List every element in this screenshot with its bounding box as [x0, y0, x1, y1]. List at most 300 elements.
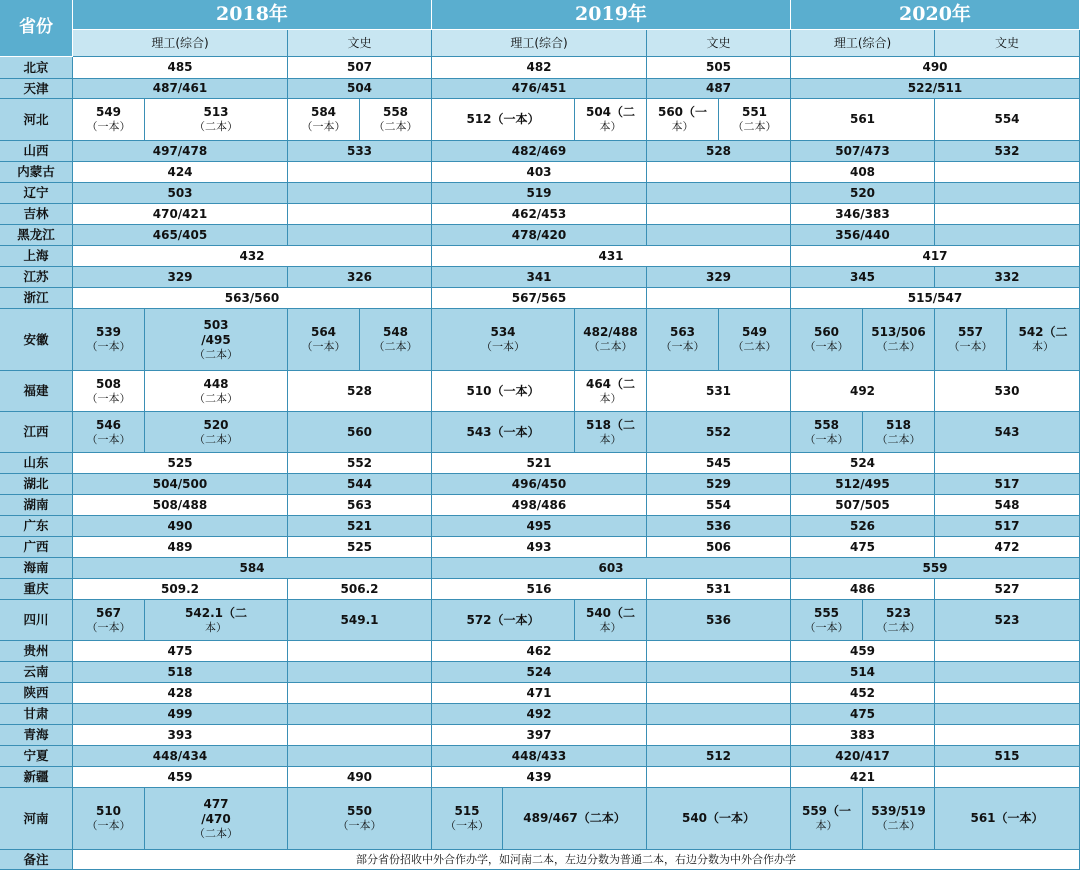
cell-text: （一本）: [301, 120, 346, 134]
province-cell: [0, 474, 73, 495]
score-cell: [791, 412, 863, 453]
score-cell: [647, 99, 719, 141]
score-cell: [73, 683, 288, 704]
score-cell: [647, 788, 791, 850]
cell-text: 内蒙古: [17, 164, 55, 180]
score-cell: [935, 141, 1080, 162]
cell-text: 湖南: [23, 497, 49, 513]
cell-text: 524: [526, 664, 552, 679]
cell-text: 432: [239, 248, 265, 263]
cell-text: 515: [454, 804, 480, 819]
cell-text: 542（二: [1018, 325, 1068, 340]
cell-text: 564: [310, 325, 337, 340]
cell-text: （一本）: [804, 340, 849, 354]
cell-text: 476/451: [511, 81, 567, 95]
score-cell: [647, 537, 791, 558]
cell-text: 520: [849, 185, 876, 200]
cell-text: 510（一本）: [466, 383, 540, 398]
score-cell: [288, 204, 432, 225]
score-cell: [73, 183, 288, 204]
score-cell: [288, 309, 360, 371]
cell-text: 329: [167, 269, 193, 284]
cell-text: 477: [203, 796, 229, 811]
province-cell: [0, 162, 73, 183]
cell-text: （一本）: [86, 620, 131, 634]
cell-text: （二本）: [194, 826, 238, 840]
score-cell: [73, 79, 288, 99]
score-cell: [791, 495, 935, 516]
cell-text: 329: [705, 269, 732, 284]
province-cell: [0, 141, 73, 162]
cell-text: （二本）: [194, 432, 238, 446]
score-cell: [647, 579, 791, 600]
score-cell: [935, 309, 1007, 371]
cell-text: 506.2: [340, 581, 379, 596]
cell-text: 555: [813, 605, 840, 620]
score-cell: [432, 267, 647, 288]
cell-text: 513: [203, 105, 229, 120]
year-label: 2020年: [899, 2, 971, 25]
cell-text: 本）: [815, 819, 838, 833]
score-cell: [935, 600, 1080, 641]
cell-text: 503: [167, 185, 193, 200]
cell-text: 531: [705, 383, 732, 398]
cell-text: 496/450: [511, 476, 567, 491]
cell-text: 重庆: [23, 581, 49, 597]
score-cell: [432, 662, 647, 683]
cell-text: 513/506: [871, 325, 926, 340]
cell-text: 本）: [599, 620, 622, 634]
score-cell: [647, 204, 791, 225]
score-cell: [503, 788, 647, 850]
score-cell: [935, 183, 1080, 204]
score-cell: [935, 162, 1080, 183]
cell-text: （二本）: [876, 819, 921, 833]
cell-text: 459: [849, 643, 876, 658]
cell-text: 332: [994, 269, 1020, 284]
cell-text: 文史: [994, 35, 1019, 50]
score-cell: [935, 767, 1080, 788]
cell-text: 326: [346, 269, 373, 284]
cell-text: 518: [885, 417, 912, 432]
province-cell: [0, 746, 73, 767]
cell-text: 464（二: [585, 376, 636, 391]
score-cell: [432, 600, 575, 641]
cell-text: 上海: [23, 248, 49, 264]
cell-text: 431: [598, 248, 624, 263]
cell-text: 陕西: [23, 685, 49, 701]
province-header: [0, 0, 73, 57]
score-cell: [647, 641, 791, 662]
cell-text: 561（一本）: [970, 811, 1044, 825]
score-cell: [791, 225, 935, 246]
score-cell: [719, 99, 791, 141]
cell-text: 487/461: [152, 81, 208, 95]
cell-text: （二本）: [373, 120, 418, 134]
column-subheader: [73, 30, 288, 57]
province-cell: [0, 267, 73, 288]
cell-text: 482: [526, 60, 552, 74]
cell-text: （一本）: [86, 819, 131, 833]
score-cell: [73, 204, 288, 225]
score-cell: [935, 412, 1080, 453]
score-cell: [288, 641, 432, 662]
cell-text: 559（一: [801, 804, 852, 819]
score-cell: [863, 412, 935, 453]
score-cell: [791, 79, 1080, 99]
score-cell: [288, 183, 432, 204]
cell-text: 517: [994, 476, 1020, 491]
cell-text: 525: [346, 539, 373, 554]
score-cell: [432, 746, 647, 767]
score-cell: [935, 371, 1080, 412]
cell-text: 505: [705, 60, 732, 74]
score-cell: [647, 412, 791, 453]
cell-text: 广西: [23, 539, 49, 555]
cell-text: 554: [705, 497, 732, 512]
cell-text: 本）: [599, 432, 622, 446]
score-cell: [432, 141, 647, 162]
score-cell: [647, 704, 791, 725]
cell-text: 560: [346, 424, 373, 439]
cell-text: （二本）: [194, 391, 238, 405]
cell-text: 529: [705, 476, 732, 491]
score-cell: [863, 309, 935, 371]
score-cell: [791, 99, 935, 141]
cell-text: 江西: [23, 424, 49, 440]
score-cell: [647, 746, 791, 767]
cell-text: 504/500: [152, 476, 208, 491]
score-cell: [647, 225, 791, 246]
cell-text: 397: [526, 727, 552, 742]
score-cell: [73, 641, 288, 662]
score-cell: [73, 141, 288, 162]
cell-text: 531: [705, 581, 732, 596]
score-cell: [288, 683, 432, 704]
score-cell: [935, 704, 1080, 725]
cell-text: 514: [849, 664, 876, 679]
cell-text: 417: [922, 248, 948, 263]
score-cell: [432, 537, 647, 558]
score-cell: [432, 474, 647, 495]
score-cell: [288, 371, 432, 412]
cell-text: （一本）: [86, 391, 131, 405]
cell-text: 567/565: [511, 290, 567, 305]
score-cell: [791, 267, 935, 288]
cell-text: （二本）: [732, 120, 777, 134]
province-cell: [0, 600, 73, 641]
score-cell: [145, 412, 288, 453]
cell-text: 543（一本）: [466, 424, 540, 439]
province-cell: [0, 579, 73, 600]
province-cell: [0, 79, 73, 99]
score-cell: [73, 516, 288, 537]
cell-text: 517: [994, 518, 1020, 533]
column-subheader: [791, 30, 935, 57]
column-subheader: [288, 30, 432, 57]
score-cell: [73, 579, 288, 600]
cell-text: 516: [526, 581, 552, 596]
cell-text: 341: [526, 269, 552, 284]
score-cell: [432, 704, 647, 725]
cell-text: 539/519: [871, 804, 926, 819]
cell-text: 475: [167, 643, 193, 658]
score-cell: [360, 309, 432, 371]
cell-text: 603: [598, 560, 624, 575]
column-subheader: [647, 30, 791, 57]
score-cell: [791, 183, 935, 204]
cell-text: 356/440: [835, 227, 890, 242]
cell-text: 485: [167, 60, 193, 74]
score-cell: [145, 99, 288, 141]
cell-text: 448/433: [511, 748, 567, 763]
score-cell: [288, 141, 432, 162]
province-cell: [0, 309, 73, 371]
cell-text: 526: [849, 518, 876, 533]
province-cell: [0, 537, 73, 558]
score-cell: [432, 579, 647, 600]
footer-label: [0, 850, 73, 870]
cell-text: 532: [994, 143, 1020, 158]
score-cell: [647, 683, 791, 704]
score-cell: [73, 495, 288, 516]
province-cell: [0, 683, 73, 704]
score-cell: [791, 141, 935, 162]
cell-text: 518（二: [585, 417, 636, 432]
score-cell: [432, 246, 791, 267]
cell-text: 文史: [706, 35, 731, 50]
cell-text: 560（一: [657, 105, 708, 120]
score-cell: [73, 57, 288, 79]
score-cell: [791, 662, 935, 683]
cell-text: 515: [994, 748, 1020, 763]
score-cell: [647, 495, 791, 516]
score-cell: [73, 558, 432, 579]
cell-text: 536: [705, 518, 732, 533]
cell-text: （二本）: [194, 347, 238, 361]
cell-text: 560: [813, 325, 840, 340]
score-cell: [73, 537, 288, 558]
cell-text: 465/405: [152, 227, 208, 242]
cell-text: 472: [994, 539, 1020, 554]
score-cell: [647, 309, 719, 371]
cell-text: 554: [994, 112, 1020, 126]
cell-text: 490: [922, 60, 948, 74]
cell-text: 新疆: [23, 769, 49, 785]
score-cell: [288, 79, 432, 99]
cell-text: 509.2: [161, 581, 199, 596]
province-cell: [0, 183, 73, 204]
cell-text: 523: [885, 605, 912, 620]
score-cell: [935, 746, 1080, 767]
cell-text: 563/560: [224, 290, 280, 305]
cell-text: （二本）: [588, 340, 633, 354]
score-cell: [647, 453, 791, 474]
score-cell: [791, 474, 935, 495]
score-cell: [432, 725, 647, 746]
score-cell: [288, 516, 432, 537]
cell-text: 贵州: [23, 643, 49, 659]
score-cell: [863, 788, 935, 850]
cell-text: 湖北: [23, 476, 49, 492]
score-cell: [647, 288, 791, 309]
cell-text: （一本）: [337, 819, 382, 833]
cell-text: 524: [849, 455, 876, 470]
score-cell: [432, 57, 647, 79]
score-cell: [145, 371, 288, 412]
cell-text: /495: [201, 332, 231, 347]
cell-text: 504（二: [585, 105, 636, 120]
score-cell: [432, 516, 647, 537]
cell-text: 462/453: [511, 206, 567, 221]
cell-text: 393: [167, 727, 193, 742]
province-cell: [0, 788, 73, 850]
cell-text: 河北: [23, 111, 49, 127]
score-cell: [935, 495, 1080, 516]
cell-text: 540（二: [585, 605, 636, 620]
cell-text: 山西: [23, 143, 49, 159]
cell-text: 345: [849, 269, 876, 284]
score-cell: [432, 309, 575, 371]
cell-text: 理工(综合): [833, 35, 892, 50]
cell-text: 493: [526, 539, 552, 554]
cell-text: 489: [167, 539, 193, 554]
score-cell: [432, 79, 647, 99]
cell-text: 403: [526, 164, 552, 179]
score-cell: [935, 788, 1080, 850]
province-cell: [0, 516, 73, 537]
score-cell: [432, 99, 575, 141]
cell-text: 天津: [23, 80, 49, 96]
score-cell: [791, 371, 935, 412]
cell-text: 521: [526, 455, 552, 470]
score-cell: [145, 788, 288, 850]
score-cell: [791, 204, 935, 225]
cell-text: 江苏: [23, 269, 49, 285]
year-label: 2018年: [216, 2, 288, 25]
score-cell: [935, 537, 1080, 558]
score-cell: [73, 412, 145, 453]
score-cell: [935, 204, 1080, 225]
cell-text: 421: [849, 769, 876, 784]
cell-text: 492: [849, 383, 876, 398]
score-cell: [73, 225, 288, 246]
cell-text: 本）: [599, 391, 622, 405]
cell-text: 宁夏: [23, 748, 49, 764]
score-cell: [791, 162, 935, 183]
score-cell: [791, 641, 935, 662]
score-cell: [288, 267, 432, 288]
score-cell: [935, 474, 1080, 495]
cell-text: 561: [849, 112, 876, 126]
cell-text: 497/478: [152, 143, 208, 158]
cell-text: （二本）: [876, 620, 921, 634]
score-cell: [575, 371, 647, 412]
cell-text: 490: [167, 518, 193, 533]
cell-text: 521: [346, 518, 373, 533]
score-cell: [791, 600, 863, 641]
score-cell: [791, 579, 935, 600]
cell-text: （一本）: [86, 432, 131, 446]
score-cell: [647, 183, 791, 204]
cell-text: 498/486: [511, 497, 567, 512]
cell-text: 理工(综合): [151, 35, 209, 50]
cell-text: 470/421: [152, 206, 208, 221]
score-cell: [73, 99, 145, 141]
score-cell: [575, 412, 647, 453]
score-cell: [791, 516, 935, 537]
cell-text: 部分省份招收中外合作办学，如河南二本，左边分数为普通二本，右边分数为中外合作办学: [356, 852, 796, 866]
score-cell: [288, 412, 432, 453]
cell-text: 482/488: [583, 325, 638, 340]
cell-text: 499: [167, 706, 193, 721]
cell-text: 584: [239, 560, 265, 575]
cell-text: 506: [705, 539, 732, 554]
cell-text: （一本）: [948, 340, 993, 354]
score-cell: [647, 371, 791, 412]
cell-text: 471: [526, 685, 552, 700]
cell-text: 557: [957, 325, 984, 340]
score-cell: [432, 683, 647, 704]
cell-text: 519: [526, 185, 552, 200]
score-cell: [647, 267, 791, 288]
cell-text: 540（一本）: [681, 811, 756, 825]
score-cell: [432, 495, 647, 516]
score-cell: [73, 474, 288, 495]
cell-text: 福建: [23, 383, 49, 399]
score-cell: [432, 183, 647, 204]
cell-text: 542.1（二: [185, 605, 247, 620]
score-cell: [288, 767, 432, 788]
cell-text: 534: [490, 325, 516, 340]
score-cell: [73, 371, 145, 412]
score-cell: [647, 516, 791, 537]
cell-text: 备注: [23, 851, 49, 867]
score-cell: [432, 412, 575, 453]
cell-text: （二本）: [876, 340, 921, 354]
score-cell: [647, 57, 791, 79]
province-cell: [0, 371, 73, 412]
score-cell: [647, 162, 791, 183]
cell-text: 408: [849, 164, 876, 179]
score-cell: [647, 662, 791, 683]
cell-text: 本）: [599, 120, 622, 134]
cell-text: 507/473: [835, 143, 890, 158]
score-cell: [791, 767, 935, 788]
score-cell: [647, 725, 791, 746]
score-cell: [73, 600, 145, 641]
score-cell: [288, 537, 432, 558]
score-cell: [935, 225, 1080, 246]
province-cell: [0, 412, 73, 453]
footer-note: [73, 850, 1080, 870]
cell-text: 河南: [23, 810, 49, 826]
cell-text: 530: [994, 383, 1020, 398]
cell-text: （一本）: [445, 819, 489, 833]
score-cell: [432, 204, 647, 225]
cell-text: 山东: [23, 455, 49, 471]
cell-text: 489/467（二本）: [523, 811, 626, 825]
cell-text: 546: [95, 417, 122, 432]
cell-text: 省份: [19, 17, 53, 38]
cell-text: 482/469: [511, 143, 567, 158]
cell-text: 448: [203, 376, 229, 391]
cell-text: 543: [994, 424, 1020, 439]
cell-text: 青海: [23, 727, 49, 743]
cell-text: 492: [526, 706, 552, 721]
province-cell: [0, 495, 73, 516]
cell-text: 508: [95, 376, 122, 391]
